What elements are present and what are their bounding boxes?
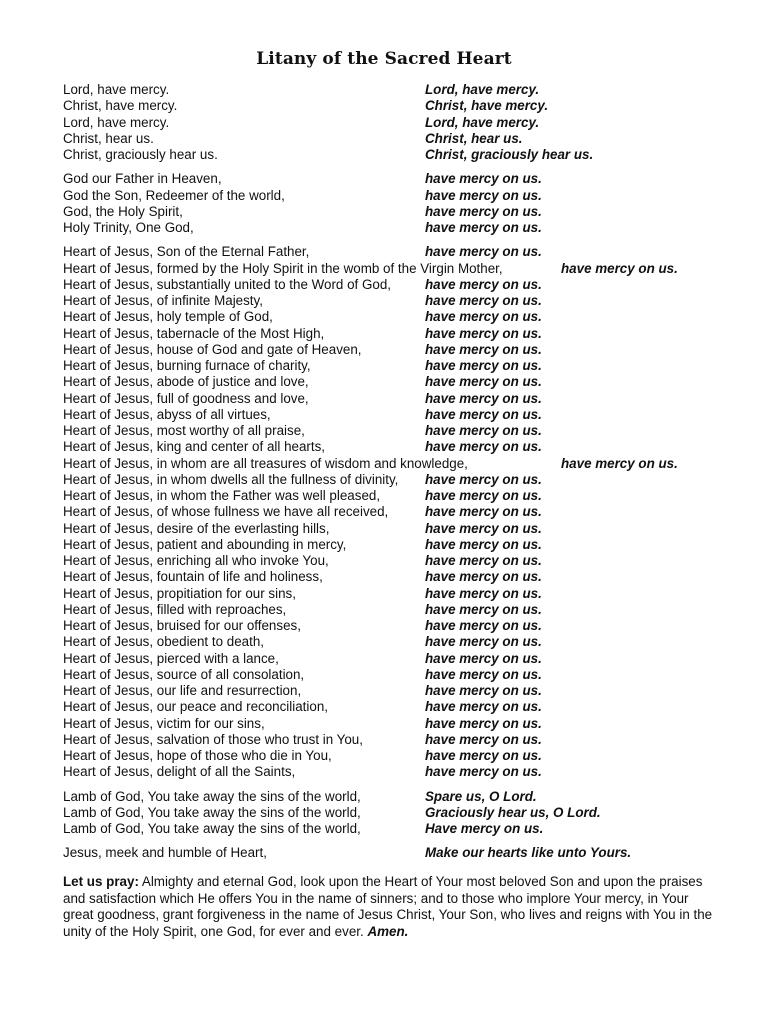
prayer-text: Almighty and eternal God, look upon the Heart of Your most beloved Son and upon the praises and satisfaction which He offers You in the name of sinners; and to those who implore Your mercy, in Your great goodness, grant forgiveness in the name of Jesus Christ, Your Son, who lives and reigns with You in the unity of the Holy Spirit, one God, for ever and ever.: [63, 874, 713, 939]
invocation-text: God our Father in Heaven,: [63, 171, 222, 187]
response-text: have mercy on us.: [561, 455, 678, 471]
invocation-text: Heart of Jesus, desire of the everlasting hills,: [63, 520, 330, 536]
invocation-text: Heart of Jesus, abode of justice and love,: [63, 374, 309, 390]
response-text: Spare us, O Lord.: [425, 788, 537, 804]
response-text: have mercy on us.: [425, 715, 542, 731]
litany-line: [63, 277, 743, 293]
response-text: Christ, hear us.: [425, 130, 523, 146]
page-title: Litany of the Sacred Heart: [256, 49, 512, 69]
response-text: have mercy on us.: [425, 325, 542, 341]
invocation-text: Heart of Jesus, in whom the Father was well pleased,: [63, 488, 381, 503]
invocation-text: Heart of Jesus, our peace and reconciliation,: [63, 699, 328, 715]
litany-line: [63, 407, 743, 423]
litany-line: [63, 488, 743, 504]
litany-line: [63, 391, 743, 407]
invocation-text: Heart of Jesus, source of all consolation,: [63, 666, 305, 682]
invocation-text: Heart of Jesus, of whose fullness we have all received,: [63, 504, 389, 520]
litany-line: [63, 521, 743, 537]
invocation-text: Heart of Jesus, most worthy of all praise,: [63, 423, 305, 438]
response-text: have mercy on us.: [425, 666, 542, 682]
response-text: have mercy on us.: [425, 293, 542, 308]
invocation-text: Heart of Jesus, in whom dwells all the fullness of divinity,: [63, 471, 399, 487]
litany-line: [63, 131, 743, 147]
response-text: Have mercy on us.: [425, 821, 544, 836]
litany-line: [63, 651, 743, 667]
invocation-text: Heart of Jesus, of infinite Majesty,: [63, 293, 263, 308]
litany-line: [63, 342, 743, 358]
invocation-text: Heart of Jesus, abyss of all virtues,: [63, 406, 271, 422]
litany-line: [63, 602, 743, 618]
invocation-text: Jesus, meek and humble of Heart,: [63, 845, 267, 861]
response-text: have mercy on us.: [425, 341, 542, 357]
response-text: Graciously hear us, O Lord.: [425, 804, 601, 820]
response-text: have mercy on us.: [425, 683, 542, 698]
group-gap: [63, 837, 743, 845]
invocation-text: Heart of Jesus, burning furnace of charity,: [63, 358, 311, 373]
invocation-text: Lamb of God, You take away the sins of the world,: [63, 788, 361, 804]
invocation-text: Heart of Jesus, Son of the Eternal Father,: [63, 244, 310, 260]
invocation-text: Christ, hear us.: [63, 130, 154, 146]
group-gap: [63, 781, 743, 789]
response-text: have mercy on us.: [425, 358, 542, 373]
response-text: have mercy on us.: [561, 260, 678, 276]
response-text: have mercy on us.: [425, 423, 542, 438]
response-text: have mercy on us.: [425, 471, 542, 487]
invocation-text: God, the Holy Spirit,: [63, 203, 183, 219]
response-text: have mercy on us.: [425, 650, 542, 666]
response-text: have mercy on us.: [425, 390, 542, 406]
litany-line: [63, 147, 743, 163]
litany-line: [63, 326, 743, 342]
invocation-text: Lord, have mercy.: [63, 82, 170, 97]
response-text: Christ, have mercy.: [425, 98, 549, 114]
response-text: have mercy on us.: [425, 504, 542, 520]
litany-line: [63, 699, 743, 715]
litany-line: [63, 667, 743, 683]
response-text: have mercy on us.: [425, 374, 542, 390]
response-text: have mercy on us.: [425, 276, 542, 292]
response-text: have mercy on us.: [425, 569, 542, 585]
response-text: have mercy on us.: [425, 406, 542, 422]
litany-line: [63, 188, 743, 204]
invocation-text: Heart of Jesus, bruised for our offenses,: [63, 618, 301, 633]
response-text: have mercy on us.: [425, 731, 542, 747]
litany-lines: [63, 82, 743, 862]
litany-line: [63, 456, 743, 472]
response-text: Christ, graciously hear us.: [425, 147, 594, 162]
litany-line: [63, 634, 743, 650]
litany-line: [63, 821, 743, 837]
invocation-text: Heart of Jesus, in whom are all treasures of wisdom and knowledge,: [63, 455, 468, 471]
litany-line: [63, 569, 743, 585]
invocation-text: Christ, graciously hear us.: [63, 147, 218, 162]
group-gap: [63, 236, 743, 244]
invocation-text: Heart of Jesus, hope of those who die in You,: [63, 748, 332, 763]
invocation-text: Heart of Jesus, fountain of life and holiness,: [63, 569, 323, 585]
invocation-text: Heart of Jesus, obedient to death,: [63, 634, 264, 650]
litany-line: [63, 586, 743, 602]
response-text: Lord, have mercy.: [425, 114, 540, 130]
litany-line: [63, 683, 743, 699]
response-text: have mercy on us.: [425, 618, 542, 633]
response-text: have mercy on us.: [425, 244, 542, 260]
invocation-text: Heart of Jesus, house of God and gate of Heaven,: [63, 341, 362, 357]
litany-line: [63, 553, 743, 569]
invocation-text: Heart of Jesus, full of goodness and love,: [63, 390, 309, 406]
prayer-label: Let us pray:: [63, 874, 139, 889]
litany-line: [63, 423, 743, 439]
litany-line: [63, 789, 743, 805]
response-text: have mercy on us.: [425, 439, 542, 455]
litany-line: [63, 748, 743, 764]
response-text: have mercy on us.: [425, 187, 542, 203]
prayer-amen: Amen.: [367, 923, 409, 939]
litany-line: [63, 309, 743, 325]
invocation-text: Heart of Jesus, delight of all the Saints,: [63, 764, 296, 780]
response-text: have mercy on us.: [425, 520, 542, 536]
litany-line: [63, 374, 743, 390]
litany-line: [63, 618, 743, 634]
invocation-text: Heart of Jesus, victim for our sins,: [63, 715, 265, 731]
response-text: have mercy on us.: [425, 309, 542, 325]
response-text: have mercy on us.: [425, 536, 542, 552]
litany-line: [63, 204, 743, 220]
invocation-text: Heart of Jesus, king and center of all hearts,: [63, 439, 326, 455]
invocation-text: Holy Trinity, One God,: [63, 220, 194, 235]
invocation-text: Heart of Jesus, patient and abounding in mercy,: [63, 536, 347, 552]
response-text: Lord, have mercy.: [425, 82, 540, 97]
invocation-text: Heart of Jesus, enriching all who invoke You,: [63, 553, 329, 568]
response-text: have mercy on us.: [425, 203, 542, 219]
litany-line: [63, 220, 743, 236]
response-text: have mercy on us.: [425, 553, 542, 568]
response-text: have mercy on us.: [425, 764, 542, 780]
litany-line: [63, 244, 743, 260]
invocation-text: God the Son, Redeemer of the world,: [63, 187, 285, 203]
invocation-text: Heart of Jesus, formed by the Holy Spirit in the womb of the Virgin Mother,: [63, 260, 503, 276]
litany-line: [63, 98, 743, 114]
litany-line: [63, 845, 743, 861]
litany-line: [63, 261, 743, 277]
litany-line: [63, 82, 743, 98]
closing-prayer: [63, 874, 713, 940]
invocation-text: Lamb of God, You take away the sins of the world,: [63, 804, 361, 820]
invocation-text: Heart of Jesus, salvation of those who trust in You,: [63, 731, 363, 747]
litany-line: [63, 293, 743, 309]
litany-line: [63, 537, 743, 553]
invocation-text: Lamb of God, You take away the sins of the world,: [63, 821, 361, 836]
invocation-text: Heart of Jesus, pierced with a lance,: [63, 650, 279, 666]
invocation-text: Christ, have mercy.: [63, 98, 178, 114]
litany-line: [63, 358, 743, 374]
invocation-text: Heart of Jesus, filled with reproaches,: [63, 601, 287, 617]
response-text: have mercy on us.: [425, 488, 542, 503]
response-text: have mercy on us.: [425, 220, 542, 235]
response-text: have mercy on us.: [425, 585, 542, 601]
litany-line: [63, 805, 743, 821]
invocation-text: Heart of Jesus, tabernacle of the Most High,: [63, 325, 325, 341]
litany-line: [63, 732, 743, 748]
response-text: have mercy on us.: [425, 171, 542, 187]
litany-line: [63, 716, 743, 732]
litany-line: [63, 504, 743, 520]
litany-line: [63, 439, 743, 455]
litany-line: [63, 115, 743, 131]
response-text: have mercy on us.: [425, 601, 542, 617]
invocation-text: Lord, have mercy.: [63, 114, 170, 130]
response-text: Make our hearts like unto Yours.: [425, 845, 632, 861]
litany-line: [63, 171, 743, 187]
invocation-text: Heart of Jesus, holy temple of God,: [63, 309, 273, 325]
response-text: have mercy on us.: [425, 748, 542, 763]
litany-line: [63, 764, 743, 780]
response-text: have mercy on us.: [425, 634, 542, 650]
invocation-text: Heart of Jesus, substantially united to the Word of God,: [63, 276, 391, 292]
invocation-text: Heart of Jesus, propitiation for our sins,: [63, 585, 296, 601]
litany-line: [63, 472, 743, 488]
invocation-text: Heart of Jesus, our life and resurrection,: [63, 683, 302, 698]
response-text: have mercy on us.: [425, 699, 542, 715]
group-gap: [63, 163, 743, 171]
